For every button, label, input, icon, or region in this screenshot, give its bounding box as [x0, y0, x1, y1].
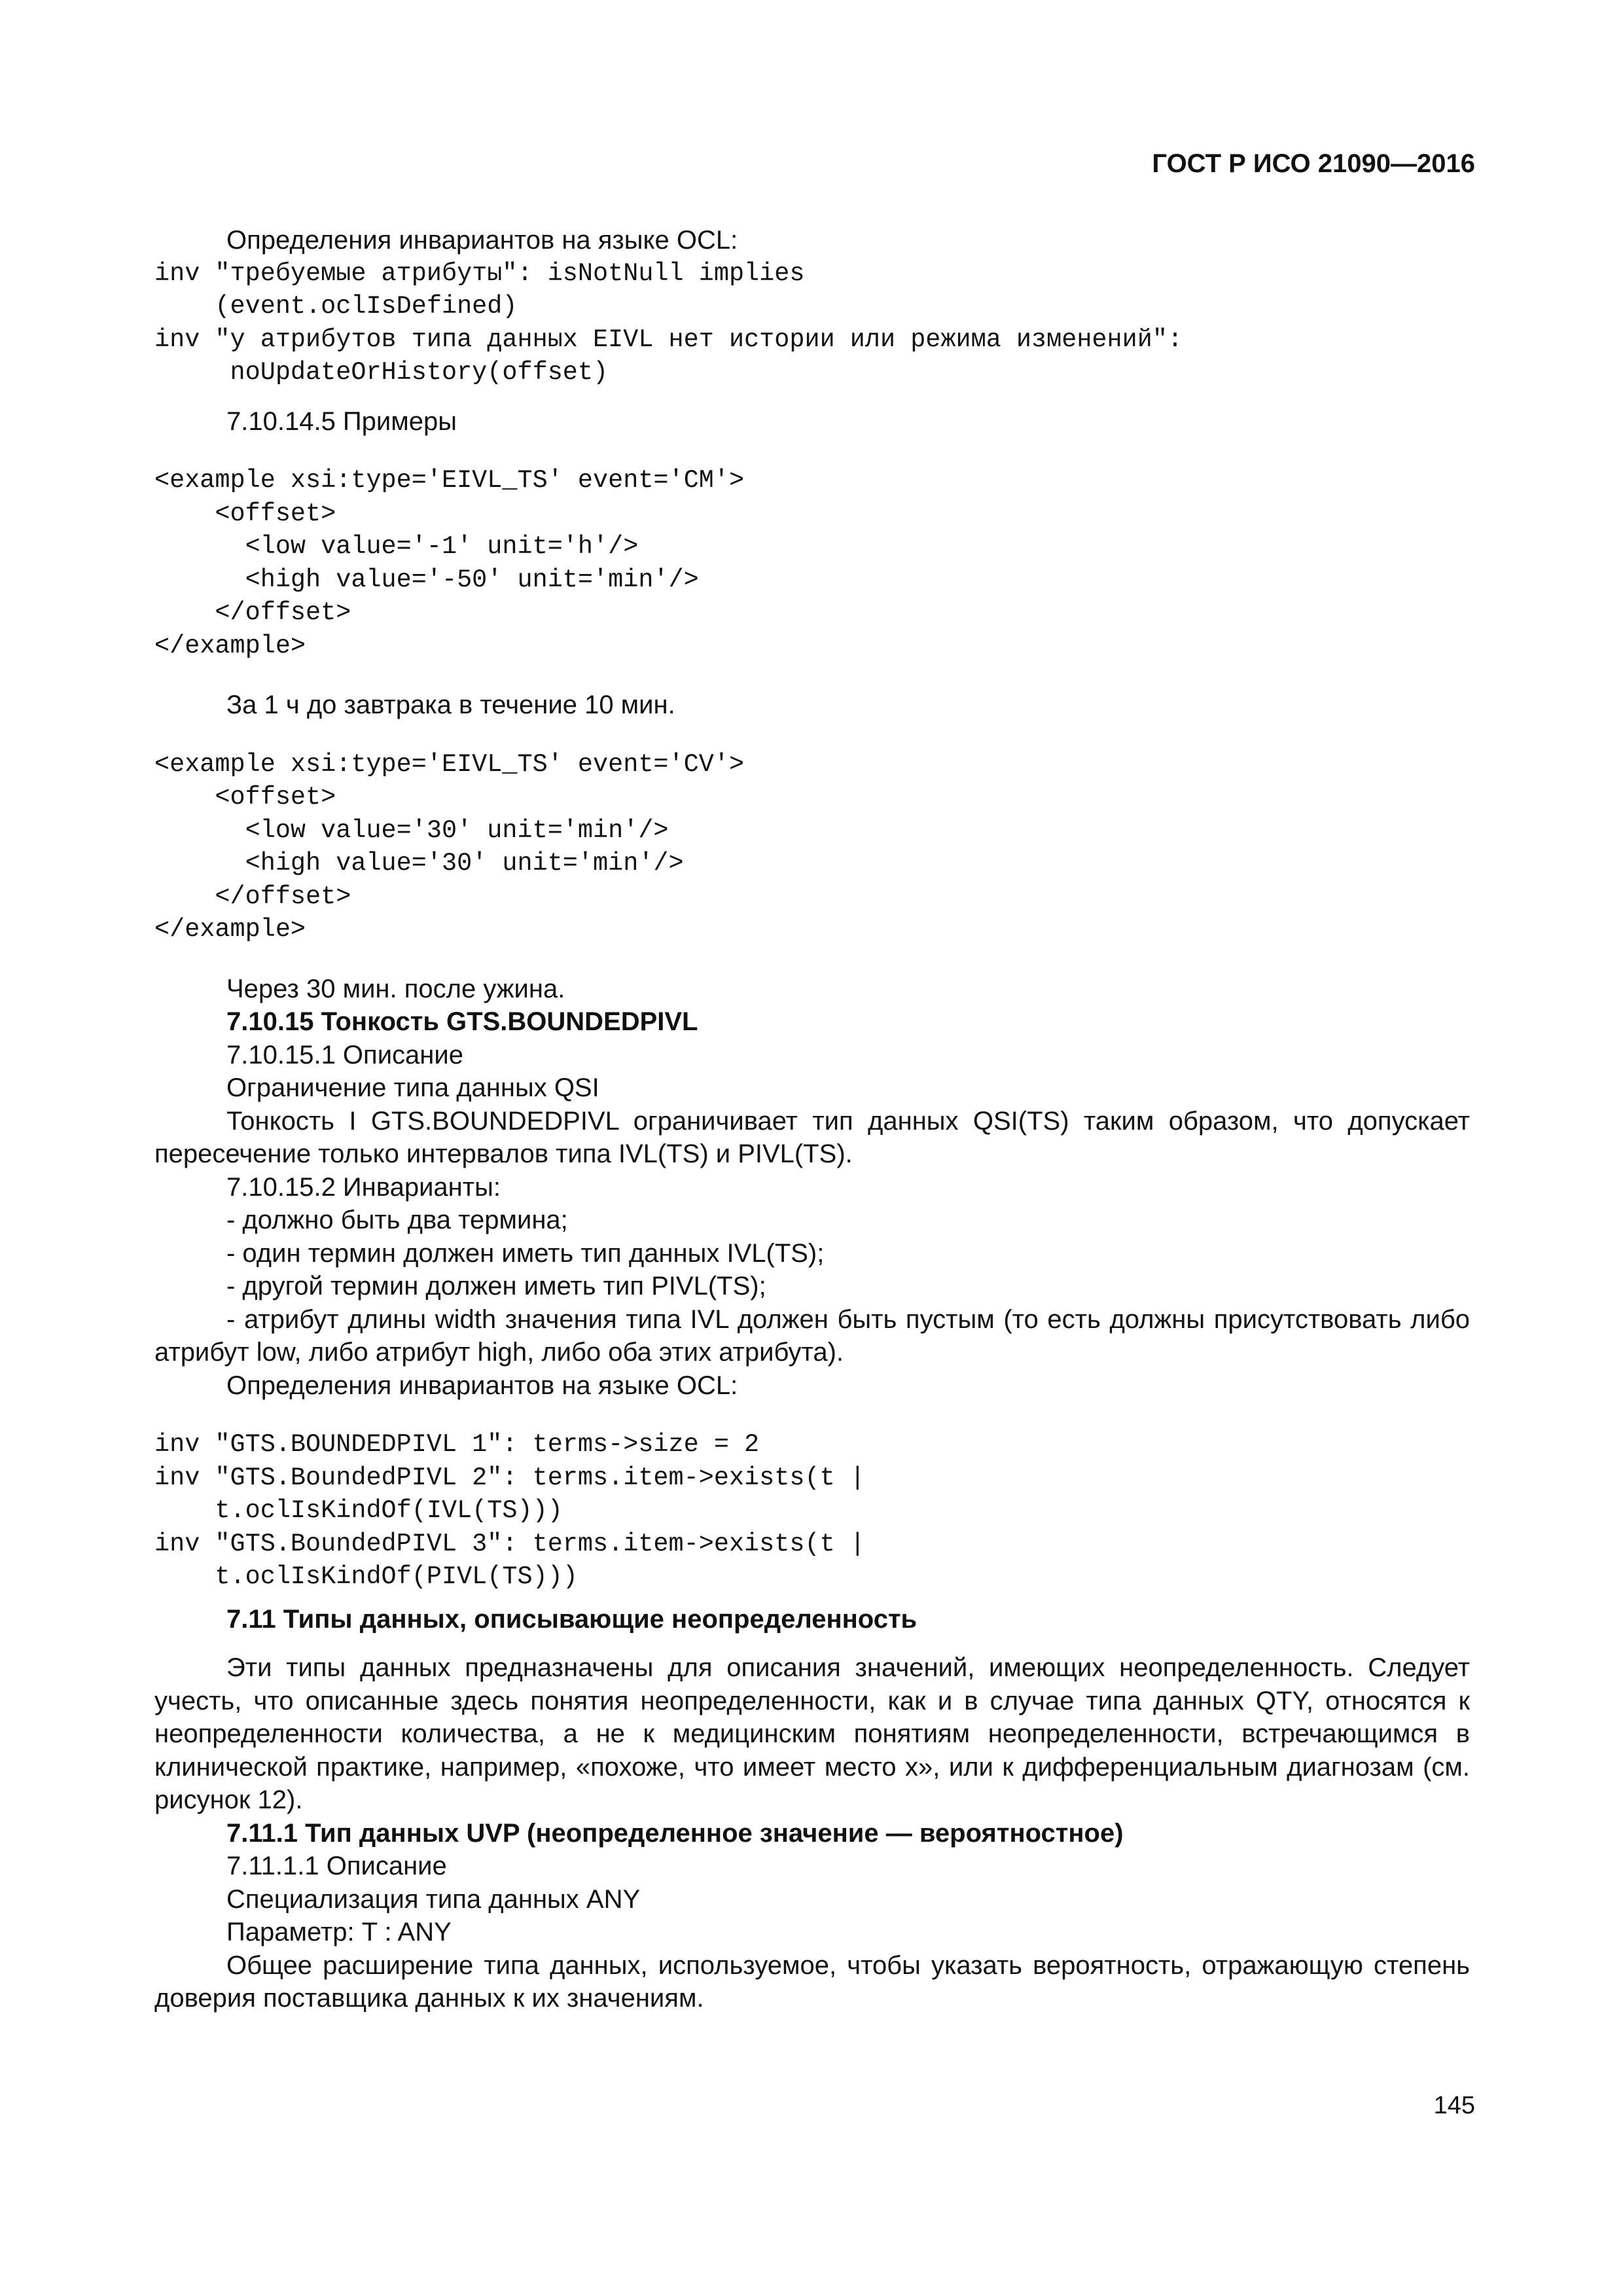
list-item: - один термин должен иметь тип данных IVL(TS);	[226, 1238, 825, 1268]
code-line: (event.oclIsDefined)	[154, 292, 518, 321]
section-title: 7.11 Типы данных, описывающие неопределенность	[226, 1604, 918, 1634]
code-line: <low value='30' unit='min'/>	[154, 816, 669, 845]
example-caption: Через 30 мин. после ужина.	[226, 974, 565, 1003]
code-line: <high value='30' unit='min'/>	[154, 849, 684, 878]
page-number: 145	[1433, 2092, 1475, 2119]
code-line: </offset>	[154, 598, 351, 627]
code-line: </example>	[154, 915, 306, 944]
subsection-heading: 7.10.15.2 Инварианты:	[226, 1172, 501, 1202]
code-line: inv "GTS.BOUNDEDPIVL 1": terms->size = 2	[154, 1430, 760, 1459]
parameter-text: Параметр: T : ANY	[226, 1918, 452, 1946]
code-line: <high value='-50' unit='min'/>	[154, 565, 699, 594]
list-item: - атрибут длины width значения типа IVL должен быть пустым (то есть должны присутствовать либо атрибут low, либо атрибут high, либо оба этих атрибута).	[154, 1304, 1470, 1367]
code-line: t.oclIsKindOf(IVL(TS)))	[154, 1496, 563, 1525]
code-line: <offset>	[154, 499, 336, 528]
subsection-heading: 7.11.1.1 Описание	[226, 1852, 447, 1880]
code-line: <low value='-1' unit='h'/>	[154, 532, 639, 561]
examples-heading: 7.10.14.5 Примеры	[226, 406, 457, 436]
code-line: <example xsi:type='EIVL_TS' event='CM'>	[154, 466, 745, 495]
ocl-intro: Определения инвариантов на языке OCL:	[226, 226, 738, 255]
example-caption: За 1 ч до завтрака в течение 10 мин.	[226, 691, 675, 719]
code-line: <example xsi:type='EIVL_TS' event='CV'>	[154, 749, 745, 779]
page-content	[154, 224, 1470, 2015]
ocl-intro: Определения инвариантов на языке OCL:	[226, 1371, 738, 1400]
list-item: - должно быть два термина;	[226, 1206, 568, 1234]
code-line: inv "GTS.BoundedPIVL 2": terms.item->exists(t |	[154, 1463, 865, 1492]
code-line: noUpdateOrHistory(offset)	[154, 358, 609, 387]
code-line: <offset>	[154, 783, 336, 812]
code-line: inv "GTS.BoundedPIVL 3": terms.item->exists(t |	[154, 1529, 865, 1558]
code-line: </offset>	[154, 882, 351, 911]
specialization-text: Специализация типа данных ANY	[226, 1884, 641, 1914]
section-title: 7.11.1 Тип данных UVP (неопределенное значение — вероятностное)	[226, 1818, 1124, 1848]
paragraph: Тонкость I GTS.BOUNDEDPIVL ограничивает тип данных QSI(TS) таким образом, что допускает пересечение только интервалов типа IVL(TS) и PIVL(TS).	[154, 1106, 1470, 1168]
section-title: 7.10.15 Тонкость GTS.BOUNDEDPIVL	[226, 1007, 698, 1036]
restriction-text: Ограничение типа данных QSI	[226, 1073, 599, 1102]
paragraph: Эти типы данных предназначены для описания значений, имеющих неопределенность. Следует учесть, что описанные здесь понятия неопределенности, как и в случае типа данных QTY, относятся к неопределенности количества, а не к медицинским понятиям неопределенности, встречающимся в клинической практике, например, «похоже, что имеет место х», или к дифференциальным диагнозам (см. рисунок 12).	[154, 1653, 1470, 1814]
subsection-heading: 7.10.15.1 Описание	[226, 1040, 463, 1069]
list-item: - другой термин должен иметь тип PIVL(TS);	[226, 1272, 766, 1300]
code-line: inv "у атрибутов типа данных EIVL нет истории или режима изменений":	[154, 325, 1183, 354]
paragraph: Общее расширение типа данных, используемое, чтобы указать вероятность, отражающую степень доверия поставщика данных к их значениям.	[154, 1950, 1470, 2013]
code-line: inv "требуемые атрибуты": isNotNull implies	[154, 259, 805, 288]
code-line: t.oclIsKindOf(PIVL(TS)))	[154, 1562, 578, 1591]
page-header: ГОСТ Р ИСО 21090—2016	[1152, 149, 1475, 178]
code-line: </example>	[154, 631, 306, 660]
